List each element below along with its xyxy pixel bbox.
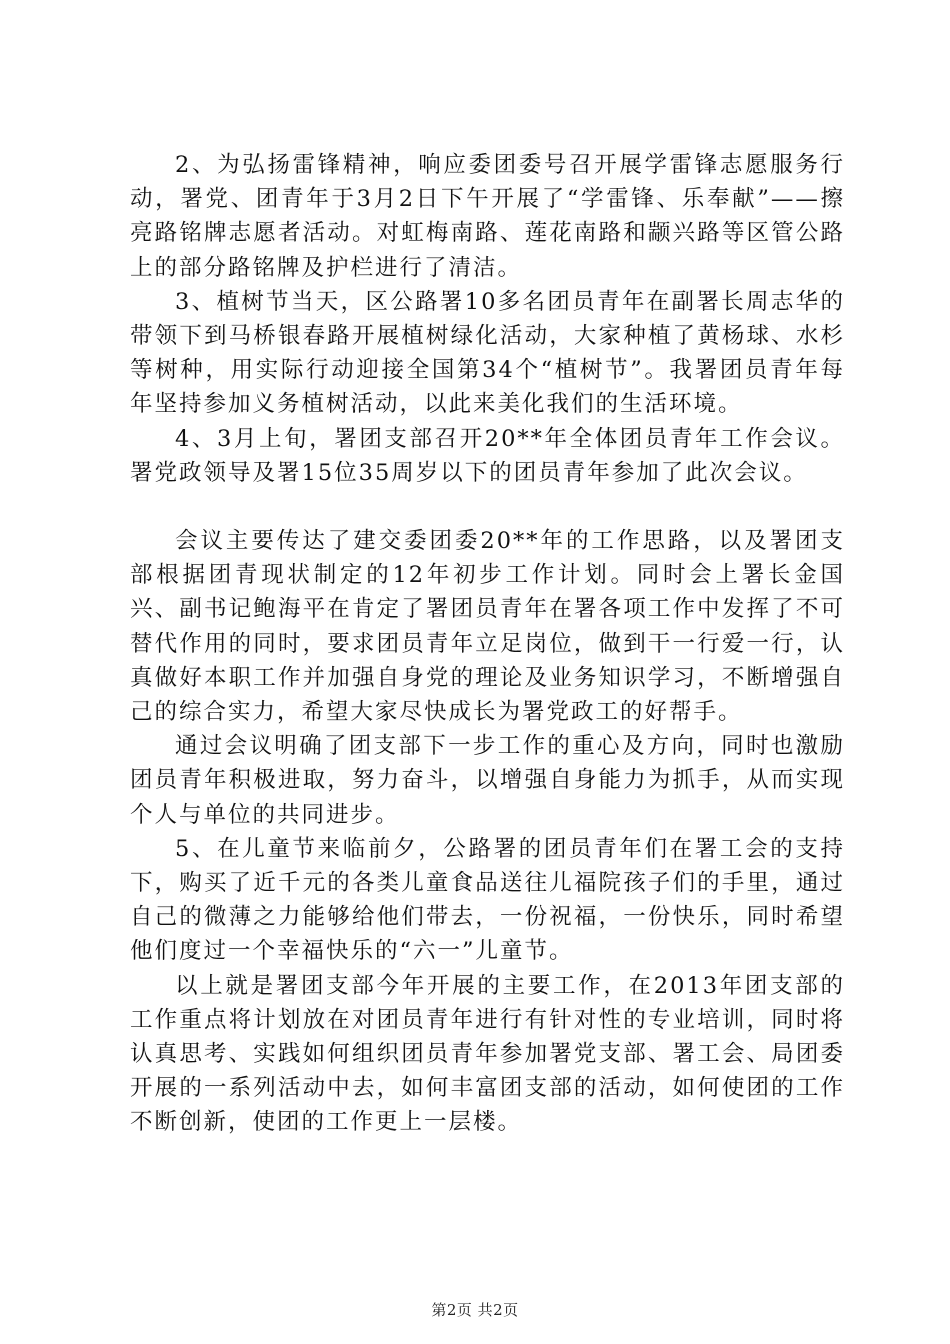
- paragraph-annual-meeting: 4、3月上旬，署团支部召开20**年全体团员青年工作会议。署党政领导及署15位35周岁以下的团员青年参加了此次会议。: [130, 425, 845, 486]
- paragraph-childrens-day: 5、在儿童节来临前夕，公路署的团员青年们在署工会的支持下，购买了近千元的各类儿童食品送往儿福院孩子们的手里，通过自己的微薄之力能够给他们带去，一份祝福，一份快乐，同时希望他们度过一个幸福快乐的“六一”儿童节。: [130, 835, 845, 965]
- paragraph-meeting-outcome: 通过会议明确了团支部下一步工作的重心及方向，同时也激励团员青年积极进取，努力奋斗，以增强自身能力为抓手，从而实现个人与单位的共同进步。: [130, 733, 845, 828]
- paragraph-meeting-content: 会议主要传达了建交委团委20**年的工作思路，以及署团支部根据团青现状制定的12年初步工作计划。同时会上署长金国兴、副书记鲍海平在肯定了署团员青年在署各项工作中发挥了不可替代作用的同时，要求团员青年立足岗位，做到干一行爱一行，认真做好本职工作并加强自身党的理论及业务知识学习，不断增强自己的综合实力，希望大家尽快成长为署党政工的好帮手。: [130, 528, 845, 726]
- paragraph-summary: 以上就是署团支部今年开展的主要工作，在2013年团支部的工作重点将计划放在对团员青年进行有针对性的专业培训，同时将认真思考、实践如何组织团员青年参加署党支部、署工会、局团委开展的一系列活动中去，如何丰富团支部的活动，如何使团的工作不断创新，使团的工作更上一层楼。: [130, 972, 845, 1136]
- document-body: [130, 148, 845, 1140]
- paragraph-arbor-day: 3、植树节当天，区公路署10多名团员青年在副署长周志华的带领下到马桥银春路开展植树绿化活动，大家种植了黄杨球、水杉等树种，用实际行动迎接全国第34个“植树节”。我署团员青年每年坚持参加义务植树活动，以此来美化我们的生活环境。: [130, 288, 845, 418]
- page-footer: 第2页 共2页: [431, 1301, 519, 1319]
- paragraph-lei-feng-volunteer: 2、为弘扬雷锋精神，响应委团委号召开展学雷锋志愿服务行动，署党、团青年于3月2日下午开展了“学雷锋、乐奉献”——擦亮路铭牌志愿者活动。对虹梅南路、莲花南路和颛兴路等区管公路上的部分路铭牌及护栏进行了清洁。: [130, 152, 845, 281]
